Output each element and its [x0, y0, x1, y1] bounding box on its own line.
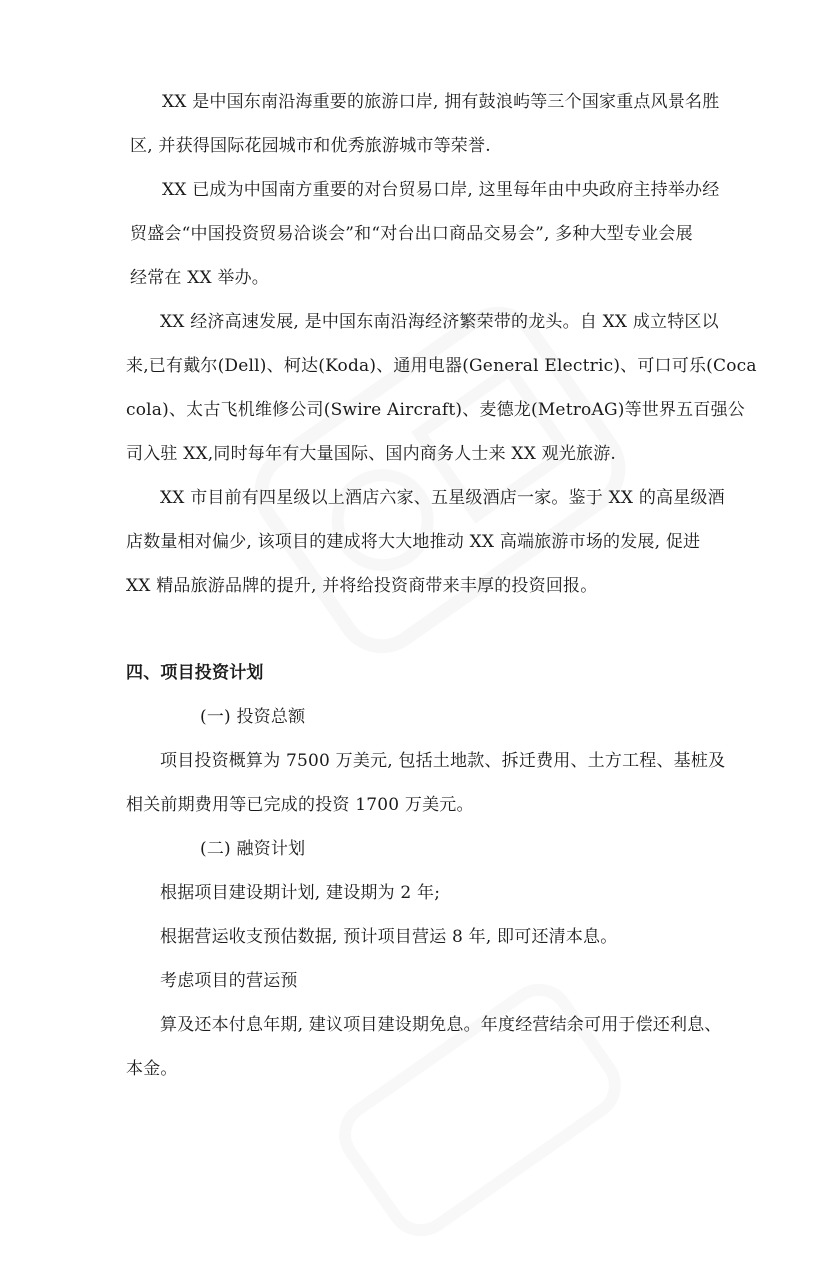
para4-line3: XX 精品旅游品牌的提升, 并将给投资商带来丰厚的投资回报。: [126, 576, 598, 596]
subheading-investment-total: (一) 投资总额: [200, 707, 306, 727]
para4-line1: XX 市目前有四星级以上酒店六家、五星级酒店一家。鉴于 XX 的高星级酒: [160, 488, 725, 508]
para2-line3: 经常在 XX 举办。: [130, 268, 270, 288]
para3-line2: 来,已有戴尔(Dell)、柯达(Koda)、通用电器(General Electric)、可口可乐(Coca: [126, 356, 757, 376]
section-heading: 四、项目投资计划: [126, 663, 264, 683]
para2-line1: XX 已成为中国南方重要的对台贸易口岸, 这里每年由中央政府主持举办经: [162, 180, 720, 200]
para9-line1: 算及还本付息年期, 建议项目建设期免息。年度经营结余可用于偿还利息、: [160, 1015, 722, 1035]
para5-line1: 项目投资概算为 7500 万美元, 包括土地款、拆迁费用、土方工程、基桩及: [160, 751, 726, 771]
para8-line1: 考虑项目的营运预: [160, 971, 298, 991]
para3-line1: XX 经济高速发展, 是中国东南沿海经济繁荣带的龙头。自 XX 成立特区以: [160, 312, 719, 332]
para7-line1: 根据营运收支预估数据, 预计项目营运 8 年, 即可还清本息。: [160, 927, 618, 947]
para1-line1: XX 是中国东南沿海重要的旅游口岸, 拥有鼓浪屿等三个国家重点风景名胜: [162, 92, 720, 112]
subheading-financing-plan: (二) 融资计划: [200, 839, 306, 859]
para4-line2: 店数量相对偏少, 该项目的建成将大大地推动 XX 高端旅游市场的发展, 促进: [126, 532, 701, 552]
para3-line3: cola)、太古飞机维修公司(Swire Aircraft)、麦德龙(MetroAG)等世界五百强公: [126, 400, 745, 420]
para6-line1: 根据项目建设期计划, 建设期为 2 年;: [160, 883, 441, 903]
para2-line2: 贸盛会“中国投资贸易洽谈会”和“对台出口商品交易会”, 多种大型专业会展: [130, 224, 693, 244]
para3-line4: 司入驻 XX,同时每年有大量国际、国内商务人士来 XX 观光旅游.: [126, 444, 617, 464]
para9-line2: 本金。: [126, 1059, 178, 1079]
watermark-seal-icon-lower: [306, 950, 655, 1270]
para5-line2: 相关前期费用等已完成的投资 1700 万美元。: [126, 795, 474, 815]
para1-line2: 区, 并获得国际花园城市和优秀旅游城市等荣誉.: [130, 136, 491, 156]
